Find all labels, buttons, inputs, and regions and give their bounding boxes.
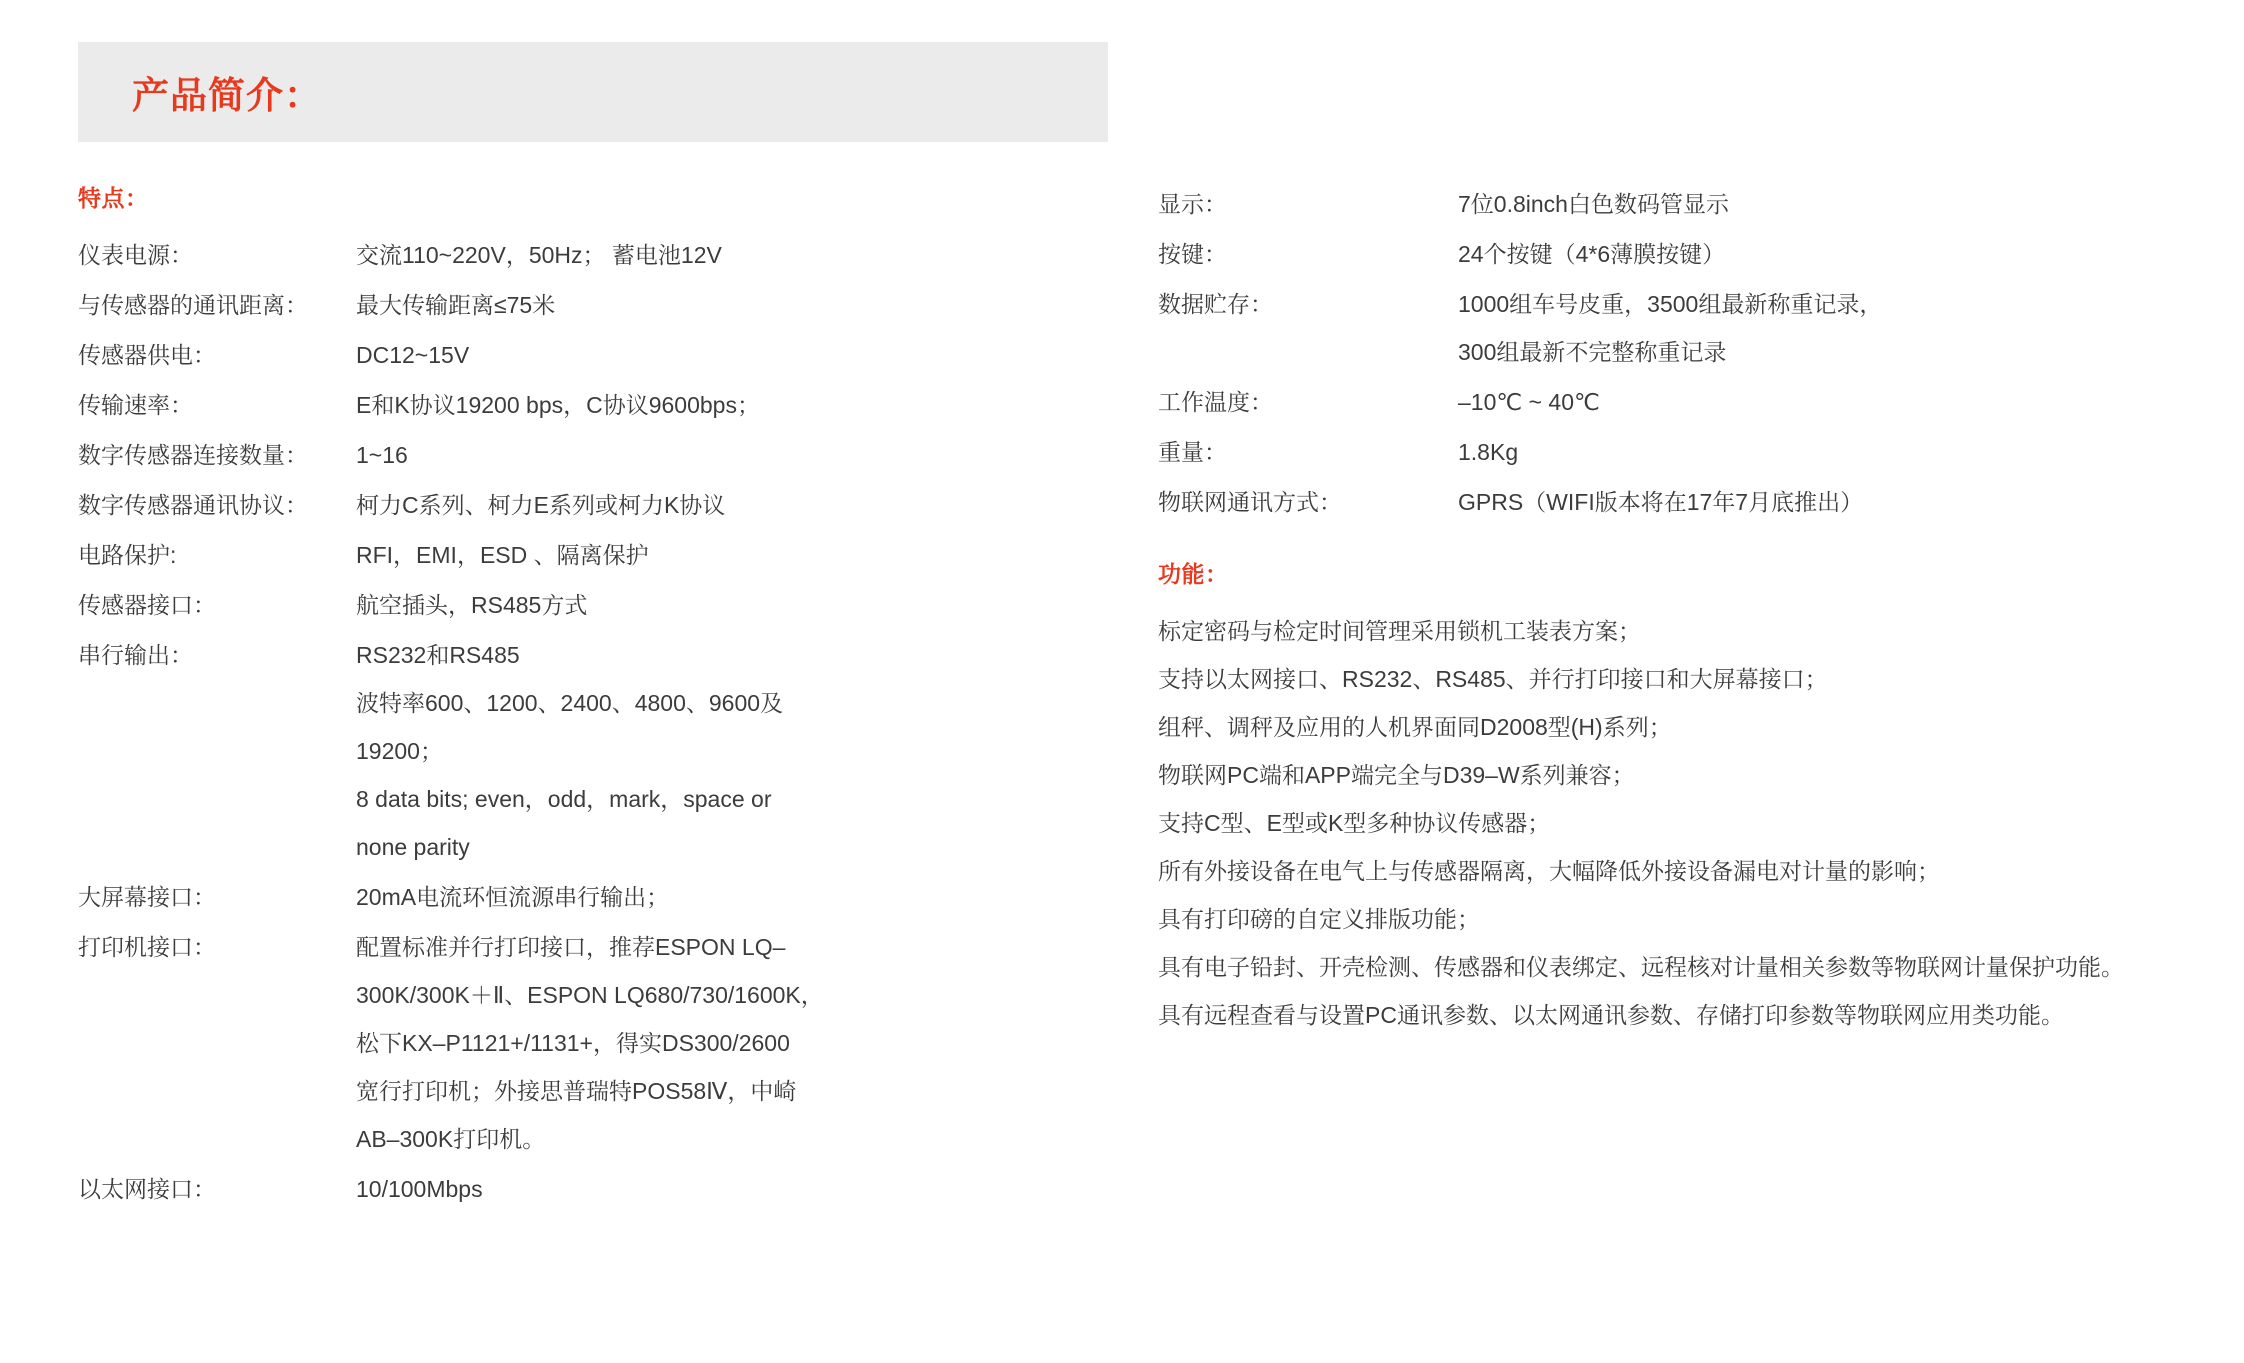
spec-value-line: 7位0.8inch白色数码管显示 [1458, 191, 1729, 217]
spec-value-line: 300组最新不完整称重记录 [1458, 339, 1727, 365]
spec-value-line: DC12~15V [356, 342, 470, 368]
spec-label: 电路保护: [78, 542, 177, 568]
spec-label: 打印机接口： [78, 934, 216, 960]
function-line: 具有打印磅的自定义排版功能； [1158, 906, 1480, 932]
spec-value-line: 1~16 [356, 442, 408, 468]
spec-value [356, 581, 1118, 629]
spec-row [78, 1165, 1118, 1213]
function-line: 所有外接设备在电气上与传感器隔离，大幅降低外接设备漏电对计量的影响； [1158, 858, 1940, 884]
spec-value [356, 381, 1118, 429]
spec-row [78, 431, 1118, 479]
spec-value-line: E和K协议19200 bps，C协议9600bps； [356, 392, 760, 418]
spec-label: 串行输出： [78, 642, 193, 668]
function-line: 支持以太网接口、RS232、RS485、并行打印接口和大屏幕接口； [1158, 666, 1828, 692]
spec-value-line: 最大传输距离≤75米 [356, 292, 556, 318]
left-column [78, 180, 1118, 1215]
right-column [1158, 180, 2178, 1039]
spec-label: 数字传感器通讯协议： [78, 492, 308, 518]
spec-value [356, 281, 1118, 329]
function-line: 物联网PC端和APP端完全与D39–W系列兼容； [1158, 762, 1635, 788]
spec-value-line: 20mA电流环恒流源串行输出； [356, 884, 670, 910]
spec-label: 与传感器的通讯距离： [78, 292, 308, 318]
spec-value [1458, 280, 2178, 376]
function-line: 具有电子铅封、开壳检测、传感器和仪表绑定、远程核对计量相关参数等物联网计量保护功能。 [1158, 954, 2124, 980]
spec-label: 传输速率： [78, 392, 193, 418]
spec-value [1458, 180, 2178, 228]
spec-value-line: RS232和RS485 [356, 642, 520, 668]
features-heading: 特点： [78, 185, 149, 211]
spec-value [356, 231, 1118, 279]
spec-value [1458, 230, 2178, 278]
spec-value-line: 1000组车号皮重，3500组最新称重记录， [1458, 291, 1883, 317]
spec-label: 以太网接口： [78, 1176, 216, 1202]
spec-value-line: none parity [356, 834, 470, 860]
spec-value-line: 配置标准并行打印接口，推荐ESPON LQ– [356, 934, 786, 960]
spec-row [1158, 230, 2178, 278]
spec-row [78, 581, 1118, 629]
spec-value [356, 923, 1118, 1163]
function-line: 具有远程查看与设置PC通讯参数、以太网通讯参数、存储打印参数等物联网应用类功能。 [1158, 1002, 2064, 1028]
function-list [1158, 607, 2178, 1039]
spec-value-line: GPRS（WIFI版本将在17年7月底推出） [1458, 489, 1864, 515]
spec-row [78, 923, 1118, 1163]
spec-value-line: 19200； [356, 738, 443, 764]
spec-row [78, 481, 1118, 529]
spec-value-line: RFI，EMI，ESD 、隔离保护 [356, 542, 649, 568]
spec-label: 传感器供电： [78, 342, 216, 368]
spec-label: 数据贮存： [1158, 291, 1273, 317]
spec-row [78, 531, 1118, 579]
spec-value [1458, 428, 2178, 476]
spec-value [1458, 378, 2178, 426]
spec-row [78, 281, 1118, 329]
spec-label: 显示： [1158, 191, 1227, 217]
spec-row [1158, 180, 2178, 228]
spec-value-line: 24个按键（4*6薄膜按键） [1458, 241, 1726, 267]
spec-row [78, 381, 1118, 429]
spec-value-line: 10/100Mbps [356, 1176, 483, 1202]
spec-value-line: 1.8Kg [1458, 439, 1519, 465]
spec-value [356, 873, 1118, 921]
function-line: 支持C型、E型或K型多种协议传感器； [1158, 810, 1551, 836]
spec-value-line: 300K/300K＋Ⅱ、ESPON LQ680/730/1600K， [356, 982, 824, 1008]
spec-row [78, 873, 1118, 921]
spec-row [78, 231, 1118, 279]
spec-value-line: 航空插头，RS485方式 [356, 592, 588, 618]
spec-value-line: 松下KX–P1121+/1131+，得实DS300/2600 [356, 1030, 790, 1056]
spec-value-line: 8 data bits; even，odd，mark，space or [356, 786, 772, 812]
spec-label: 物联网通讯方式： [1158, 489, 1342, 515]
spec-row [1158, 280, 2178, 376]
spec-value-line: –10℃ ~ 40℃ [1458, 389, 1600, 415]
spec-label: 仪表电源： [78, 242, 193, 268]
spec-value [356, 531, 1118, 579]
spec-label: 数字传感器连接数量： [78, 442, 308, 468]
spec-value-line: AB–300K打印机。 [356, 1126, 546, 1152]
spec-row [78, 331, 1118, 379]
function-heading: 功能： [1158, 561, 1229, 587]
spec-label: 重量： [1158, 439, 1227, 465]
spec-value [356, 631, 1118, 871]
spec-label: 传感器接口： [78, 592, 216, 618]
function-block [1158, 556, 2178, 1039]
spec-row [78, 631, 1118, 871]
spec-value [356, 431, 1118, 479]
spec-value [356, 481, 1118, 529]
page-title: 产品简介： [132, 75, 322, 116]
spec-label: 工作温度： [1158, 389, 1273, 415]
spec-label: 按键： [1158, 241, 1227, 267]
page-title-banner [78, 42, 1108, 142]
spec-value [356, 331, 1118, 379]
spec-row [1158, 428, 2178, 476]
spec-label: 大屏幕接口： [78, 884, 216, 910]
spec-value-line: 交流110~220V，50Hz； 蓄电池12V [356, 242, 722, 268]
spec-value-line: 柯力C系列、柯力E系列或柯力K协议 [356, 492, 726, 518]
function-line: 标定密码与检定时间管理采用锁机工装表方案； [1158, 618, 1641, 644]
function-line: 组秤、调秤及应用的人机界面同D2008型(H)系列； [1158, 714, 1672, 740]
spec-value-line: 波特率600、1200、2400、4800、9600及 [356, 690, 784, 716]
spec-row [1158, 378, 2178, 426]
spec-value-line: 宽行打印机；外接思普瑞特POS58Ⅳ，中崎 [356, 1078, 797, 1104]
spec-value [1458, 478, 2178, 526]
spec-value [356, 1165, 1118, 1213]
right-spec-list [1158, 180, 2178, 526]
spec-row [1158, 478, 2178, 526]
left-spec-list [78, 231, 1118, 1213]
